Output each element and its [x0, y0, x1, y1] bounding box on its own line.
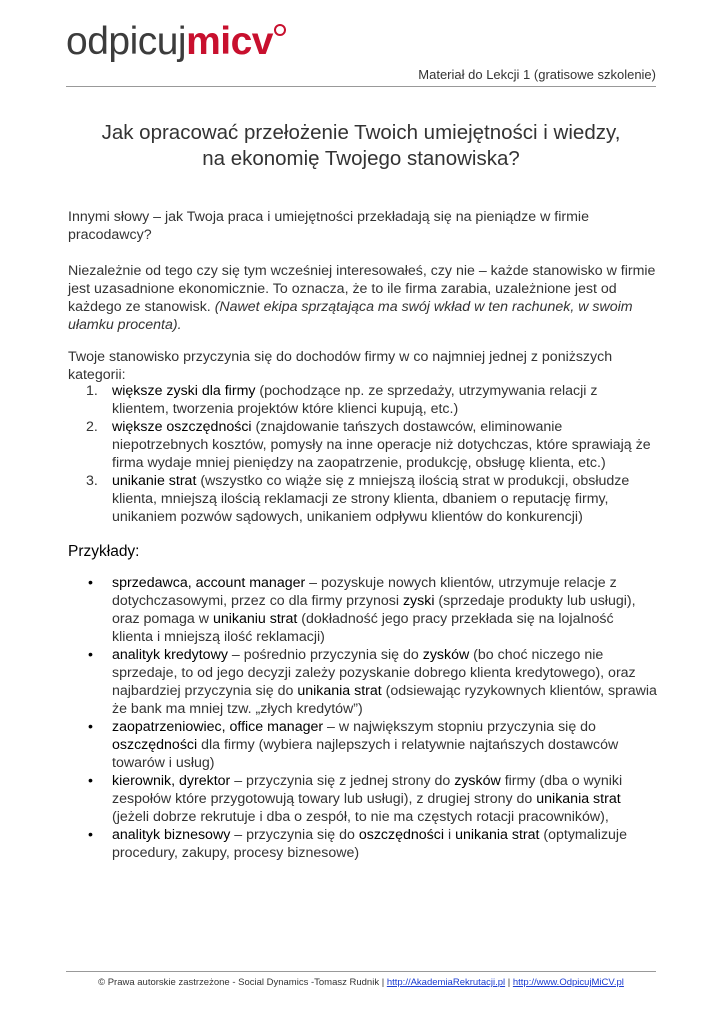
example-item [86, 646, 658, 718]
page-title [66, 120, 656, 172]
example-text: (sprzedaje produkty lub usługi), oraz pomaga w [112, 593, 636, 627]
example-text: – pozyskuje nowych klientów, utrzymuje relacje z dotychczasowymi, przez co dla firmy przynosi [112, 575, 617, 609]
example-item [86, 772, 658, 826]
example-keyword: zaopatrzeniowiec, office manager [112, 719, 324, 735]
logo [66, 22, 273, 61]
category-term: większe oszczędności [112, 419, 252, 435]
example-text: i [444, 827, 456, 843]
economics-italic-note: (Nawet ekipa sprzątająca ma swój wkład w ten rachunek, w swoim ułamku procenta). [68, 299, 633, 333]
footer-link-odpicujmicv[interactable]: http://www.OdpicujMiCV.pl [512, 977, 624, 988]
example-text: – przyczynia się do [230, 827, 359, 843]
bullet-icon: • [88, 575, 93, 591]
example-keyword: unikania strat [536, 791, 621, 807]
example-text: (dokładność jego pracy przekłada się na lojalność klienta i mniejszą ilość reklamacji) [112, 611, 614, 645]
example-keyword: unikania strat [455, 827, 540, 843]
category-number: 1. [86, 383, 98, 399]
examples-list [86, 574, 658, 862]
example-item [86, 574, 658, 646]
example-text: (odsiewając ryzykownych klientów, sprawia że bank ma mniej tzw. „złych kredytów”) [112, 683, 657, 717]
example-keyword: analityk kredytowy [112, 647, 228, 663]
footer-divider [66, 971, 656, 972]
logo-text-micv: micv [186, 20, 273, 63]
example-text: firmy (dba o wyniki zespołów które przygotowują towary lub usługi), z drugiej strony do [112, 773, 623, 807]
example-keyword: kierownik, dyrektor [112, 773, 231, 789]
logo-text-odpicuj: odpicuj [66, 20, 187, 63]
example-keyword: oszczędności [358, 827, 445, 843]
footer-copyright: © Prawa autorskie zastrzeżone - Social Dynamics -Tomasz Rudnik | [98, 977, 387, 988]
category-term: unikanie strat [112, 473, 197, 489]
examples-heading: Przykłady: [68, 543, 140, 560]
example-text: (optymalizuje procedury, zakupy, procesy biznesowe) [112, 827, 627, 861]
title-line-1: Jak opracować przełożenie Twoich umiejętności i wiedzy, [101, 121, 621, 144]
bullet-icon: • [88, 773, 93, 789]
example-keyword: zysków [422, 647, 470, 663]
footer-link-akademia[interactable]: http://AkademiaRekrutacji.pl [386, 977, 506, 988]
category-description: (znajdowanie tańszych dostawców, eliminowanie niepotrzebnych kosztów, pomysły na inne operacje niż dotychczas, które sprawiają że firma wydaje mniej pieniędzy na zaopatrzenie, produkcję, obsługę klienta, etc.) [112, 419, 651, 471]
example-text: – pośrednio przyczynia się do [227, 647, 423, 663]
example-text: (jeżeli dobrze rekrutuje i dba o zespół, to nie ma częstych rotacji pracowników), [112, 809, 609, 825]
header-divider [66, 86, 656, 87]
logo-ring-icon [274, 24, 286, 36]
category-term: większe zyski dla firmy [112, 383, 256, 399]
example-item [86, 826, 658, 862]
economics-text: Niezależnie od tego czy się tym wcześniej interesowałeś, czy nie – każde stanowisko w firmie jest uzasadnione ekonomicznie. To oznacza, że to ile firma zarabia, uzależnione jest od każdego ze stanowisk. [68, 263, 656, 315]
categories-intro: Twoje stanowisko przyczynia się do dochodów firmy w co najmniej jednej z poniższych kategorii: [68, 349, 613, 383]
example-keyword: unikania strat [297, 683, 382, 699]
title-line-2: na ekonomię Twojego stanowiska? [202, 147, 520, 170]
example-text: dla firmy (wybiera najlepszych i relatywnie najtańszych dostawców towarów i usług) [112, 737, 619, 771]
categories-list [86, 382, 658, 526]
footer [66, 977, 656, 988]
footer-separator: | [505, 977, 513, 988]
example-text: (bo choć niczego nie sprzedaje, to od jego decyzji zależy pozyskanie dobrego klienta kredytowego), oraz najbardziej przyczynia się do [112, 647, 636, 699]
material-label: Materiał do Lekcji 1 (gratisowe szkolenie) [418, 67, 656, 82]
category-description: (pochodzące np. ze sprzedaży, utrzymywania relacji z klientem, tworzenia projektów które klienci kupują, etc.) [112, 383, 598, 417]
example-text: – w największym stopniu przyczynia się do [323, 719, 596, 735]
category-item [86, 472, 658, 526]
category-item [86, 382, 658, 418]
example-text: – przyczynia się z jednej strony do [230, 773, 455, 789]
example-keyword: oszczędności [112, 737, 198, 753]
example-keyword: sprzedawca, account manager [112, 575, 306, 591]
example-keyword: analityk biznesowy [112, 827, 231, 843]
bullet-icon: • [88, 647, 93, 663]
intro-paragraph: Innymi słowy – jak Twoja praca i umiejętności przekładają się na pieniądze w firmie pracodawcy? [68, 209, 589, 243]
example-item [86, 718, 658, 772]
category-number: 2. [86, 419, 98, 435]
economics-paragraph [68, 262, 658, 334]
bullet-icon: • [88, 719, 93, 735]
example-keyword: unikaniu strat [212, 611, 298, 627]
bullet-icon: • [88, 827, 93, 843]
category-description: (wszystko co wiąże się z mniejszą ilością strat w produkcji, obsłudze klienta, mniejszą ilością reklamacji ze strony klienta, dbaniem o reputację firmy, unikaniem pozwów sądowych, unikaniem odpływu klientów do konkurencji) [112, 473, 630, 525]
example-keyword: zyski [402, 593, 435, 609]
example-keyword: zysków [454, 773, 501, 789]
category-item [86, 418, 658, 472]
category-number: 3. [86, 473, 98, 489]
